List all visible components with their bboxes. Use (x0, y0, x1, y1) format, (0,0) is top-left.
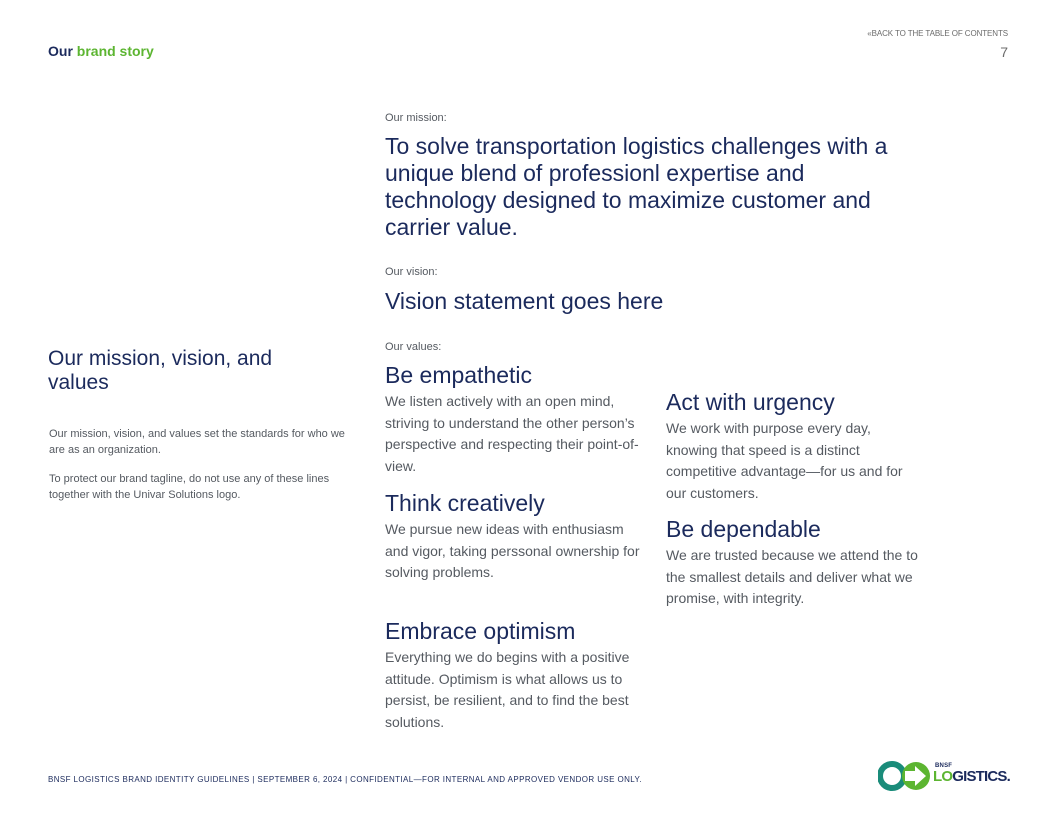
section-title-part2: brand story (76, 43, 154, 59)
left-paragraph-2: To protect our brand tagline, do not use any of these lines together with the Univar Solutions logo. (49, 473, 330, 501)
value-description: We pursue new ideas with enthusiasm and vigor, taking perssonal ownership for solving problems. (385, 521, 640, 580)
value-title: Think creatively (385, 490, 545, 516)
logo-word-part2: GISTICS. (952, 768, 1011, 785)
mission-label: Our mission: (385, 112, 447, 124)
logo-word-part1: LO (933, 768, 953, 785)
value-description: Everything we do begins with a positive attitude. Optimism is what allows us to persist, be resilient, and to find the best solutions. (385, 649, 630, 730)
value-title: Embrace optimism (385, 618, 576, 644)
left-heading: Our mission, vision, and values (48, 347, 273, 394)
logo-wordmark (933, 768, 1010, 785)
back-to-toc-link[interactable]: «BACK TO THE TABLE OF CONTENTS (867, 29, 1008, 38)
values-label: Our values: (385, 341, 442, 353)
logistics-logo-icon (878, 760, 934, 792)
value-be-dependable (666, 516, 926, 610)
vision-statement: Vision statement goes here (385, 288, 664, 314)
value-title: Be dependable (666, 516, 821, 542)
mission-statement: To solve transportation logistics challenges with a unique blend of professionl expertise and technology designed to maximize customer and carrier value. (385, 133, 888, 240)
section-title (48, 43, 154, 59)
section-title-part1: Our (48, 43, 73, 59)
value-act-with-urgency (666, 389, 926, 504)
bnsf-logistics-logo (878, 760, 1010, 794)
value-title: Be empathetic (385, 362, 533, 388)
logo-bnsf-text: BNSF (935, 763, 953, 769)
vision-label: Our vision: (385, 266, 438, 278)
value-description: We work with purpose every day, knowing that speed is a distinct competitive advantage—for us and for our customers. (666, 420, 903, 501)
value-description: We are trusted because we attend the to the smallest details and deliver what we promise, with integrity. (666, 547, 918, 606)
value-description: We listen actively with an open mind, striving to understand the other person’s perspective and respecting their point-of-view. (385, 393, 639, 474)
value-be-empathetic (385, 362, 645, 477)
value-embrace-optimism (385, 618, 645, 733)
footer-text: BNSF LOGISTICS BRAND IDENTITY GUIDELINES | SEPTEMBER 6, 2024 | CONFIDENTIAL—FOR INTERNAL AND APPROVED VENDOR USE ONLY. (48, 775, 642, 784)
value-title: Act with urgency (666, 389, 835, 415)
left-paragraph-1: Our mission, vision, and values set the standards for who we are as an organization. (49, 428, 345, 456)
page-number: 7 (1000, 44, 1008, 60)
value-think-creatively (385, 490, 645, 584)
